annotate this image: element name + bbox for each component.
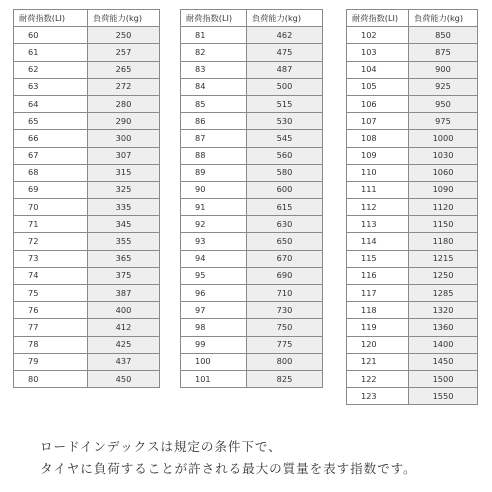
load-index-cell: 123 <box>347 388 409 405</box>
load-index-cell: 70 <box>14 199 88 216</box>
table-row <box>347 44 478 61</box>
load-index-cell: 69 <box>14 181 88 198</box>
load-index-cell: 87 <box>181 130 247 147</box>
caption-line-1: ロードインデックスは規定の条件下で、 <box>40 439 282 454</box>
load-index-cell: 61 <box>14 44 88 61</box>
table-row <box>347 267 478 284</box>
load-capacity-cell: 345 <box>88 216 160 233</box>
load-capacity-cell: 437 <box>88 353 160 370</box>
table-row <box>181 353 323 370</box>
load-index-cell: 88 <box>181 147 247 164</box>
load-index-cell: 60 <box>14 27 88 44</box>
table-row <box>181 181 323 198</box>
load-capacity-cell: 1550 <box>409 388 478 405</box>
load-capacity-cell: 630 <box>247 216 323 233</box>
table-row <box>14 61 160 78</box>
load-capacity-cell: 875 <box>409 44 478 61</box>
table-header-row <box>181 10 323 27</box>
table-row <box>347 353 478 370</box>
load-capacity-cell: 315 <box>88 164 160 181</box>
load-index-cell: 118 <box>347 302 409 319</box>
load-index-cell: 84 <box>181 78 247 95</box>
load-capacity-cell: 462 <box>247 27 323 44</box>
table-row <box>14 78 160 95</box>
load-index-cell: 72 <box>14 233 88 250</box>
load-index-cell: 99 <box>181 336 247 353</box>
load-capacity-cell: 1060 <box>409 164 478 181</box>
load-index-cell: 78 <box>14 336 88 353</box>
load-index-cell: 97 <box>181 302 247 319</box>
table-row <box>181 113 323 130</box>
load-index-cell: 76 <box>14 302 88 319</box>
load-capacity-cell: 580 <box>247 164 323 181</box>
load-index-table-1 <box>13 9 160 388</box>
load-capacity-cell: 1500 <box>409 370 478 387</box>
table-row <box>347 285 478 302</box>
table-row <box>14 233 160 250</box>
load-index-cell: 67 <box>14 147 88 164</box>
load-index-cell: 91 <box>181 199 247 216</box>
load-capacity-cell: 1250 <box>409 267 478 284</box>
table-row <box>347 27 478 44</box>
load-capacity-cell: 850 <box>409 27 478 44</box>
load-index-cell: 106 <box>347 95 409 112</box>
load-index-cell: 71 <box>14 216 88 233</box>
load-index-cell: 86 <box>181 113 247 130</box>
table-row <box>181 285 323 302</box>
header-load-capacity: 負荷能力(kg) <box>409 10 478 27</box>
load-capacity-cell: 1450 <box>409 353 478 370</box>
table-row <box>347 113 478 130</box>
load-capacity-cell: 1150 <box>409 216 478 233</box>
table-row <box>14 130 160 147</box>
load-index-cell: 95 <box>181 267 247 284</box>
load-capacity-cell: 1360 <box>409 319 478 336</box>
load-capacity-cell: 515 <box>247 95 323 112</box>
load-index-cell: 107 <box>347 113 409 130</box>
load-index-cell: 101 <box>181 370 247 387</box>
table-row <box>347 233 478 250</box>
load-index-cell: 73 <box>14 250 88 267</box>
table-row <box>14 319 160 336</box>
table-row <box>181 302 323 319</box>
table-row <box>14 216 160 233</box>
table-row <box>181 267 323 284</box>
load-capacity-cell: 975 <box>409 113 478 130</box>
load-capacity-cell: 825 <box>247 370 323 387</box>
load-index-cell: 79 <box>14 353 88 370</box>
table-row <box>14 147 160 164</box>
table-row <box>14 336 160 353</box>
load-capacity-cell: 355 <box>88 233 160 250</box>
load-capacity-cell: 545 <box>247 130 323 147</box>
caption-line-2: タイヤに負荷することが許される最大の質量を表す指数です。 <box>40 461 417 476</box>
load-capacity-cell: 710 <box>247 285 323 302</box>
load-capacity-cell: 1090 <box>409 181 478 198</box>
load-index-cell: 80 <box>14 370 88 387</box>
load-capacity-cell: 600 <box>247 181 323 198</box>
load-capacity-cell: 450 <box>88 370 160 387</box>
load-index-cell: 75 <box>14 285 88 302</box>
load-capacity-cell: 950 <box>409 95 478 112</box>
table-row <box>347 130 478 147</box>
table-row <box>181 44 323 61</box>
table-row <box>14 302 160 319</box>
load-capacity-cell: 925 <box>409 78 478 95</box>
table-row <box>347 164 478 181</box>
load-capacity-cell: 265 <box>88 61 160 78</box>
load-capacity-cell: 307 <box>88 147 160 164</box>
load-index-cell: 111 <box>347 181 409 198</box>
load-capacity-cell: 300 <box>88 130 160 147</box>
load-capacity-cell: 530 <box>247 113 323 130</box>
load-index-cell: 68 <box>14 164 88 181</box>
load-capacity-cell: 335 <box>88 199 160 216</box>
load-capacity-cell: 1285 <box>409 285 478 302</box>
load-index-cell: 65 <box>14 113 88 130</box>
table-row <box>347 216 478 233</box>
load-capacity-cell: 1320 <box>409 302 478 319</box>
load-capacity-cell: 1180 <box>409 233 478 250</box>
load-index-cell: 90 <box>181 181 247 198</box>
load-index-cell: 83 <box>181 61 247 78</box>
table-row <box>347 370 478 387</box>
load-index-cell: 102 <box>347 27 409 44</box>
load-index-cell: 66 <box>14 130 88 147</box>
table-row <box>14 370 160 387</box>
table-row <box>347 319 478 336</box>
table-row <box>347 388 478 405</box>
load-index-cell: 114 <box>347 233 409 250</box>
load-capacity-cell: 425 <box>88 336 160 353</box>
table-row <box>14 285 160 302</box>
load-index-cell: 109 <box>347 147 409 164</box>
table-row <box>347 95 478 112</box>
load-index-cell: 105 <box>347 78 409 95</box>
load-index-cell: 122 <box>347 370 409 387</box>
load-capacity-cell: 615 <box>247 199 323 216</box>
load-capacity-cell: 375 <box>88 267 160 284</box>
load-capacity-cell: 1400 <box>409 336 478 353</box>
load-capacity-cell: 250 <box>88 27 160 44</box>
load-index-cell: 116 <box>347 267 409 284</box>
load-index-cell: 117 <box>347 285 409 302</box>
load-index-cell: 104 <box>347 61 409 78</box>
load-index-cell: 94 <box>181 250 247 267</box>
table-row <box>347 302 478 319</box>
load-index-cell: 62 <box>14 61 88 78</box>
header-load-index: 耐荷指数(LI) <box>347 10 409 27</box>
load-index-cell: 82 <box>181 44 247 61</box>
load-index-cell: 89 <box>181 164 247 181</box>
table-row <box>347 181 478 198</box>
load-capacity-cell: 387 <box>88 285 160 302</box>
header-load-capacity: 負荷能力(kg) <box>247 10 323 27</box>
load-capacity-cell: 272 <box>88 78 160 95</box>
load-index-cell: 108 <box>347 130 409 147</box>
table-row <box>347 61 478 78</box>
load-index-table-3 <box>346 9 478 405</box>
table-row <box>14 27 160 44</box>
table-row <box>14 353 160 370</box>
table-row <box>14 267 160 284</box>
header-load-index: 耐荷指数(LI) <box>14 10 88 27</box>
load-index-cell: 98 <box>181 319 247 336</box>
load-capacity-cell: 365 <box>88 250 160 267</box>
load-capacity-cell: 500 <box>247 78 323 95</box>
load-capacity-cell: 487 <box>247 61 323 78</box>
table-row <box>347 336 478 353</box>
load-index-cell: 85 <box>181 95 247 112</box>
load-capacity-cell: 560 <box>247 147 323 164</box>
load-capacity-cell: 257 <box>88 44 160 61</box>
load-index-cell: 113 <box>347 216 409 233</box>
load-capacity-cell: 412 <box>88 319 160 336</box>
header-load-capacity: 負荷能力(kg) <box>88 10 160 27</box>
table-row <box>181 216 323 233</box>
load-index-cell: 93 <box>181 233 247 250</box>
load-index-cell: 92 <box>181 216 247 233</box>
load-capacity-cell: 1000 <box>409 130 478 147</box>
load-capacity-cell: 730 <box>247 302 323 319</box>
load-capacity-cell: 800 <box>247 353 323 370</box>
table-row <box>347 199 478 216</box>
header-load-index: 耐荷指数(LI) <box>181 10 247 27</box>
load-capacity-cell: 775 <box>247 336 323 353</box>
load-index-cell: 115 <box>347 250 409 267</box>
table-row <box>181 95 323 112</box>
table-row <box>14 113 160 130</box>
table-header-row <box>347 10 478 27</box>
table-row <box>181 250 323 267</box>
load-capacity-cell: 670 <box>247 250 323 267</box>
load-capacity-cell: 280 <box>88 95 160 112</box>
load-index-cell: 64 <box>14 95 88 112</box>
load-index-cell: 74 <box>14 267 88 284</box>
table-row <box>181 164 323 181</box>
table-row <box>181 233 323 250</box>
load-index-cell: 121 <box>347 353 409 370</box>
load-index-cell: 119 <box>347 319 409 336</box>
table-row <box>181 199 323 216</box>
load-capacity-cell: 650 <box>247 233 323 250</box>
table-row <box>181 336 323 353</box>
load-index-cell: 63 <box>14 78 88 95</box>
load-index-cell: 96 <box>181 285 247 302</box>
load-index-cell: 103 <box>347 44 409 61</box>
table-row <box>181 61 323 78</box>
table-row <box>181 130 323 147</box>
table-row <box>14 164 160 181</box>
load-index-cell: 112 <box>347 199 409 216</box>
load-capacity-cell: 1030 <box>409 147 478 164</box>
table-row <box>347 250 478 267</box>
load-capacity-cell: 750 <box>247 319 323 336</box>
caption <box>40 436 480 480</box>
table-header-row <box>14 10 160 27</box>
table-row <box>14 181 160 198</box>
table-row <box>181 27 323 44</box>
table-row <box>181 147 323 164</box>
load-index-cell: 77 <box>14 319 88 336</box>
table-row <box>14 44 160 61</box>
load-capacity-cell: 900 <box>409 61 478 78</box>
load-capacity-cell: 475 <box>247 44 323 61</box>
load-capacity-cell: 1120 <box>409 199 478 216</box>
load-index-table-2 <box>180 9 323 388</box>
load-capacity-cell: 400 <box>88 302 160 319</box>
table-row <box>14 199 160 216</box>
load-index-cell: 110 <box>347 164 409 181</box>
table-row <box>181 78 323 95</box>
table-row <box>181 319 323 336</box>
table-row <box>347 147 478 164</box>
load-capacity-cell: 325 <box>88 181 160 198</box>
load-index-cell: 120 <box>347 336 409 353</box>
load-capacity-cell: 290 <box>88 113 160 130</box>
load-index-cell: 81 <box>181 27 247 44</box>
table-row <box>181 370 323 387</box>
table-row <box>347 78 478 95</box>
load-index-cell: 100 <box>181 353 247 370</box>
load-capacity-cell: 1215 <box>409 250 478 267</box>
table-row <box>14 95 160 112</box>
table-row <box>14 250 160 267</box>
load-capacity-cell: 690 <box>247 267 323 284</box>
